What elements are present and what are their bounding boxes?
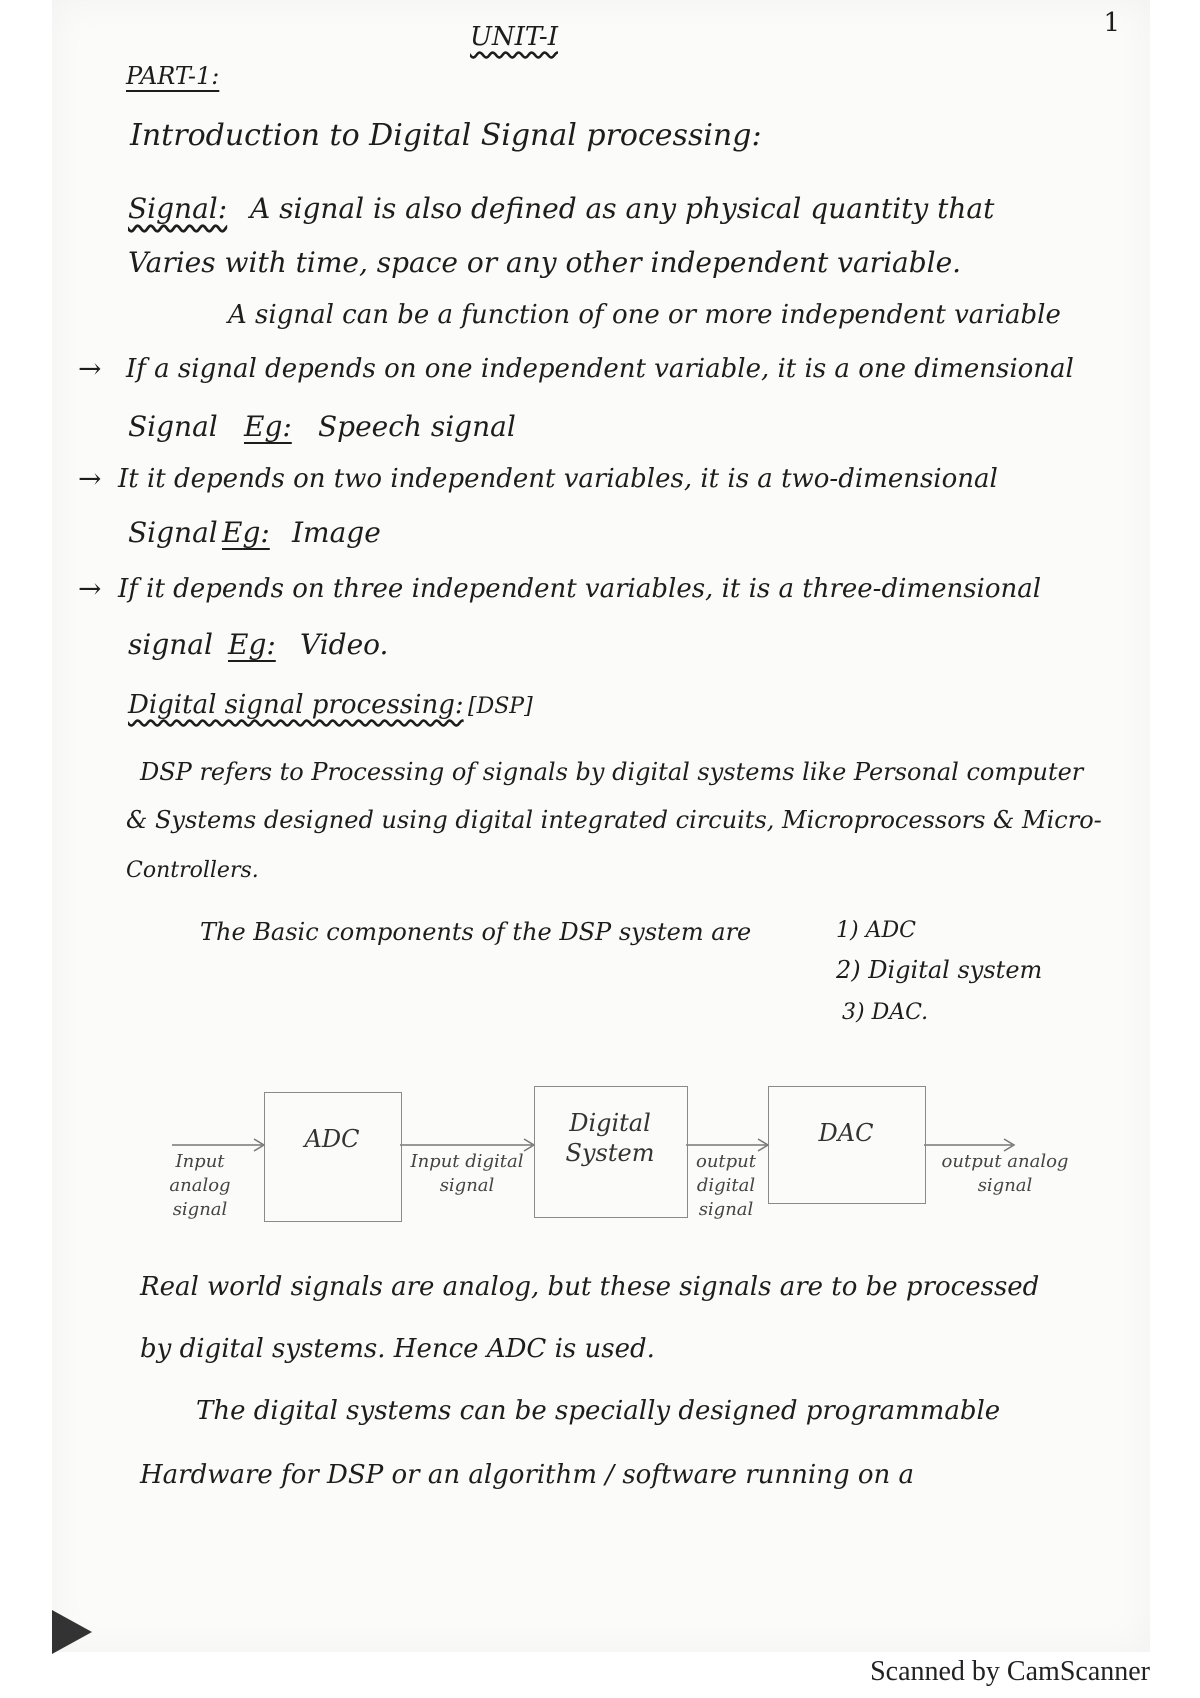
dsp-line3: Controllers. (126, 858, 259, 883)
output-digital-signal-label: output digital signal (695, 1151, 756, 1220)
bullet-3-example: Video. (300, 628, 389, 661)
adc-label: ADC (304, 1125, 360, 1153)
bullet-1-line1: If a signal depends on one independent variable, it is a one dimensional (126, 354, 1074, 384)
bullet-1-eg: Eg: (244, 410, 292, 443)
unit-title: UNIT-I (470, 22, 558, 52)
bullet-arrow: → (78, 572, 102, 605)
page-corner-arrow-icon (52, 1610, 92, 1654)
signal-def-line1: A signal is also defined as any physical quantity that (250, 192, 995, 225)
bullet-2-signal: Signal (128, 516, 218, 549)
bullet-3-line1: If it depends on three independent variables, it is a three-dimensional (118, 574, 1042, 604)
component-3: 3) DAC. (842, 1000, 929, 1025)
input-analog-signal-label: Input analog signal (169, 1151, 231, 1220)
component-2: 2) Digital system (836, 956, 1043, 984)
signal-term: Signal: (128, 192, 228, 225)
part-title: PART-1: (126, 62, 220, 90)
main-heading: Introduction to Digital Signal processing: (130, 118, 762, 153)
adc-block (264, 1092, 402, 1222)
bullet-1-signal: Signal (128, 410, 218, 443)
bullet-3-signal: signal (128, 628, 213, 661)
bullet-2-eg: Eg: (222, 516, 270, 549)
scanner-watermark: Scanned by CamScanner (870, 1656, 1150, 1687)
signal-def-line2: Varies with time, space or any other independent variable. (128, 246, 962, 279)
closing-line4: Hardware for DSP or an algorithm / software running on a (140, 1460, 915, 1490)
dsp-line2: & Systems designed using digital integrated circuits, Microprocessors & Micro- (126, 806, 1102, 834)
dsp-line1: DSP refers to Processing of signals by digital systems like Personal computer (140, 758, 1084, 786)
bullet-2-example: Image (292, 516, 381, 549)
bullet-1-example: Speech signal (318, 410, 516, 443)
component-1: 1) ADC (836, 918, 916, 943)
page-number: 1 (1103, 8, 1120, 38)
input-digital-signal-label: Input digital signal (410, 1151, 524, 1196)
dsp-heading: Digital signal processing: (128, 690, 464, 720)
closing-line1: Real world signals are analog, but these signals are to be processed (140, 1272, 1040, 1302)
components-intro: The Basic components of the DSP system are (200, 918, 752, 946)
dac-label: DAC (818, 1119, 874, 1147)
closing-line2: by digital systems. Hence ADC is used. (140, 1334, 655, 1364)
bullet-arrow: → (78, 352, 102, 385)
closing-line3: The digital systems can be specially designed programmable (196, 1396, 1001, 1426)
bullet-arrow: → (78, 462, 102, 495)
output-analog-signal-label: output analog signal (941, 1151, 1069, 1196)
digital-system-label: Digital System (565, 1109, 655, 1167)
signal-def-line3: A signal can be a function of one or more independent variable (228, 300, 1061, 330)
dsp-abbr: [DSP] (468, 694, 533, 719)
bullet-3-eg: Eg: (228, 628, 276, 661)
bullet-2-line1: It it depends on two independent variables, it is a two-dimensional (118, 464, 998, 494)
